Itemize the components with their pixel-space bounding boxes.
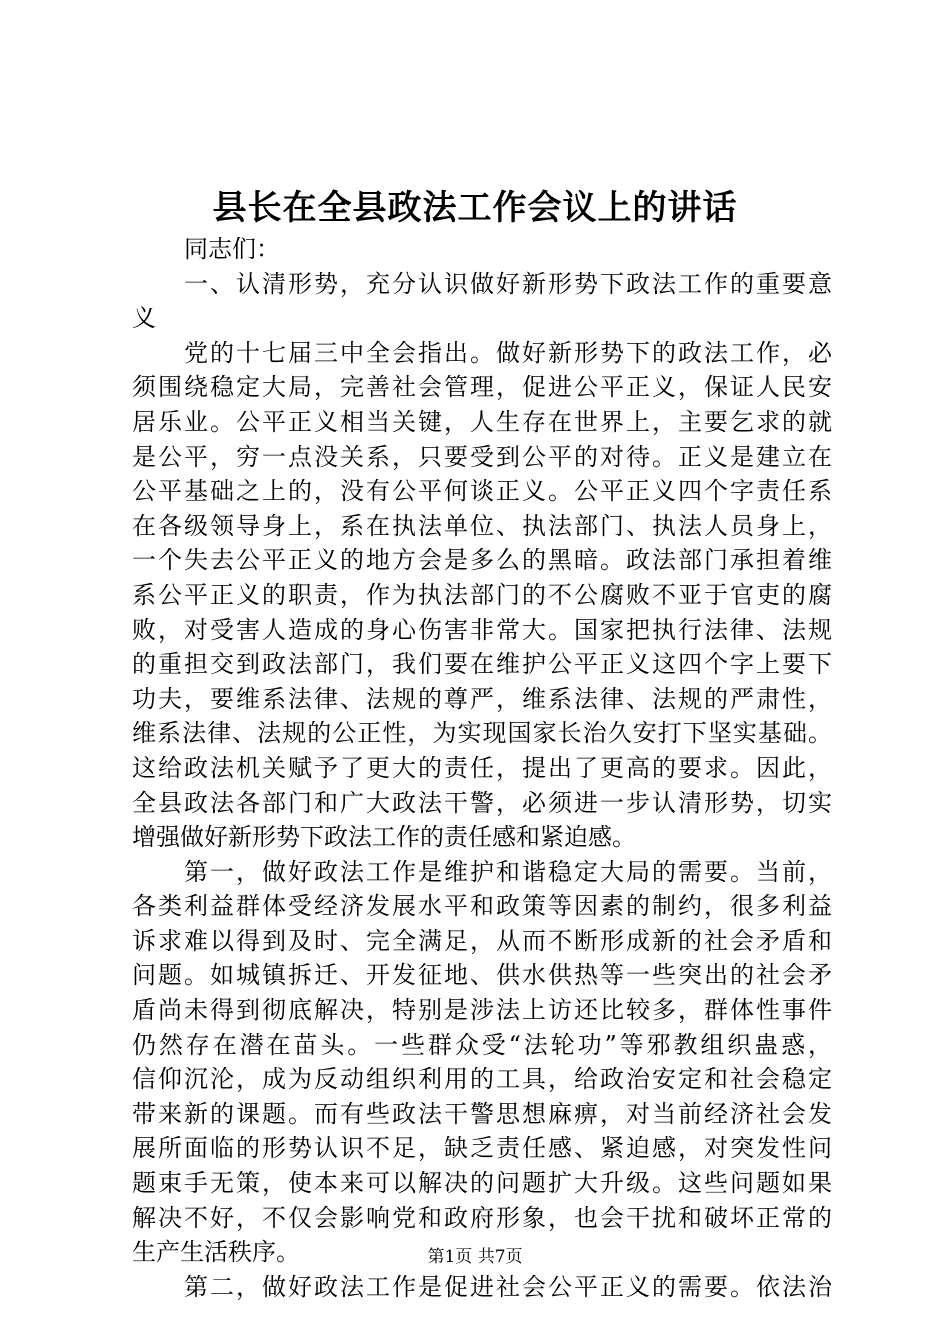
paragraph-line: 解决不好，不仅会影响党和政府形象，也会干扰和破坏正常的 — [132, 1203, 832, 1232]
document-title: 县长在全县政法工作会议上的讲话 — [212, 188, 738, 228]
paragraph-line: 盾尚未得到彻底解决，特别是涉法上访还比较多，群体性事件 — [132, 996, 832, 1025]
paragraph-line: 在各级领导身上，系在执法单位、执法部门、执法人员身上， — [132, 511, 832, 540]
paragraph-line: 各类利益群体受经济发展水平和政策等因素的制约，很多利益 — [132, 892, 832, 921]
paragraph-line: 第一，做好政法工作是维护和谐稳定大局的需要。当前， — [184, 857, 832, 886]
paragraph-line: 党的十七届三中全会指出。做好新形势下的政法工作，必 — [184, 338, 832, 367]
paragraph-line: 带来新的课题。而有些政法干警思想麻痹，对当前经济社会发 — [132, 1099, 832, 1128]
paragraph-line: 的重担交到政法部门，我们要在维护公平正义这四个字上要下 — [132, 650, 832, 679]
page-footer: 第1页 共7页 — [427, 1247, 523, 1267]
paragraph-line: 功夫，要维系法律、法规的尊严，维系法律、法规的严肃性， — [132, 684, 832, 713]
paragraph-line: 信仰沉沦，成为反动组织利用的工具，给政治安定和社会稳定 — [132, 1065, 832, 1094]
paragraph-line: 败，对受害人造成的身心伤害非常大。国家把执行法律、法规 — [132, 615, 832, 644]
paragraph-line: 维系法律、法规的公正性，为实现国家长治久安打下坚实基础。 — [132, 719, 832, 748]
paragraph-line: 题束手无策，使本来可以解决的问题扩大升级。这些问题如果 — [132, 1169, 832, 1198]
paragraph-line: 增强做好新形势下政法工作的责任感和紧迫感。 — [132, 823, 636, 852]
paragraph-line: 展所面临的形势认识不足，缺乏责任感、紧迫感，对突发性问 — [132, 1134, 832, 1163]
paragraph-line: 仍然存在潜在苗头。一些群众受“法轮功”等邪教组织蛊惑， — [132, 1030, 832, 1059]
paragraph-line: 全县政法各部门和广大政法干警，必须进一步认清形势，切实 — [132, 788, 832, 817]
paragraph-line: 系公平正义的职责，作为执法部门的不公腐败不亚于官吏的腐 — [132, 580, 832, 609]
paragraph-line: 公平基础之上的，没有公平何谈正义。公平正义四个字责任系 — [132, 477, 832, 506]
section-heading-line: 义 — [132, 304, 156, 333]
salutation-line: 同志们： — [184, 235, 280, 263]
paragraph-line: 第二，做好政法工作是促进社会公平正义的需要。依法治 — [184, 1272, 832, 1301]
paragraph-line: 生产生活秩序。 — [132, 1238, 300, 1267]
paragraph-line: 一个失去公平正义的地方会是多么的黑暗。政法部门承担着维 — [132, 546, 832, 575]
paragraph-line: 须围绕稳定大局，完善社会管理，促进公平正义，保证人民安 — [132, 373, 832, 402]
paragraph-line: 诉求难以得到及时、完全满足，从而不断形成新的社会矛盾和 — [132, 926, 832, 955]
paragraph-line: 居乐业。公平正义相当关键，人生存在世界上，主要乞求的就 — [132, 407, 832, 436]
paragraph-line: 问题。如城镇拆迁、开发征地、供水供热等一些突出的社会矛 — [132, 961, 832, 990]
paragraph-line: 是公平，穷一点没关系，只要受到公平的对待。正义是建立在 — [132, 442, 832, 471]
paragraph-line: 这给政法机关赋予了更大的责任，提出了更高的要求。因此， — [132, 753, 832, 782]
section-heading-line: 一、认清形势，充分认识做好新形势下政法工作的重要意 — [184, 269, 832, 298]
document-body — [132, 232, 832, 1304]
